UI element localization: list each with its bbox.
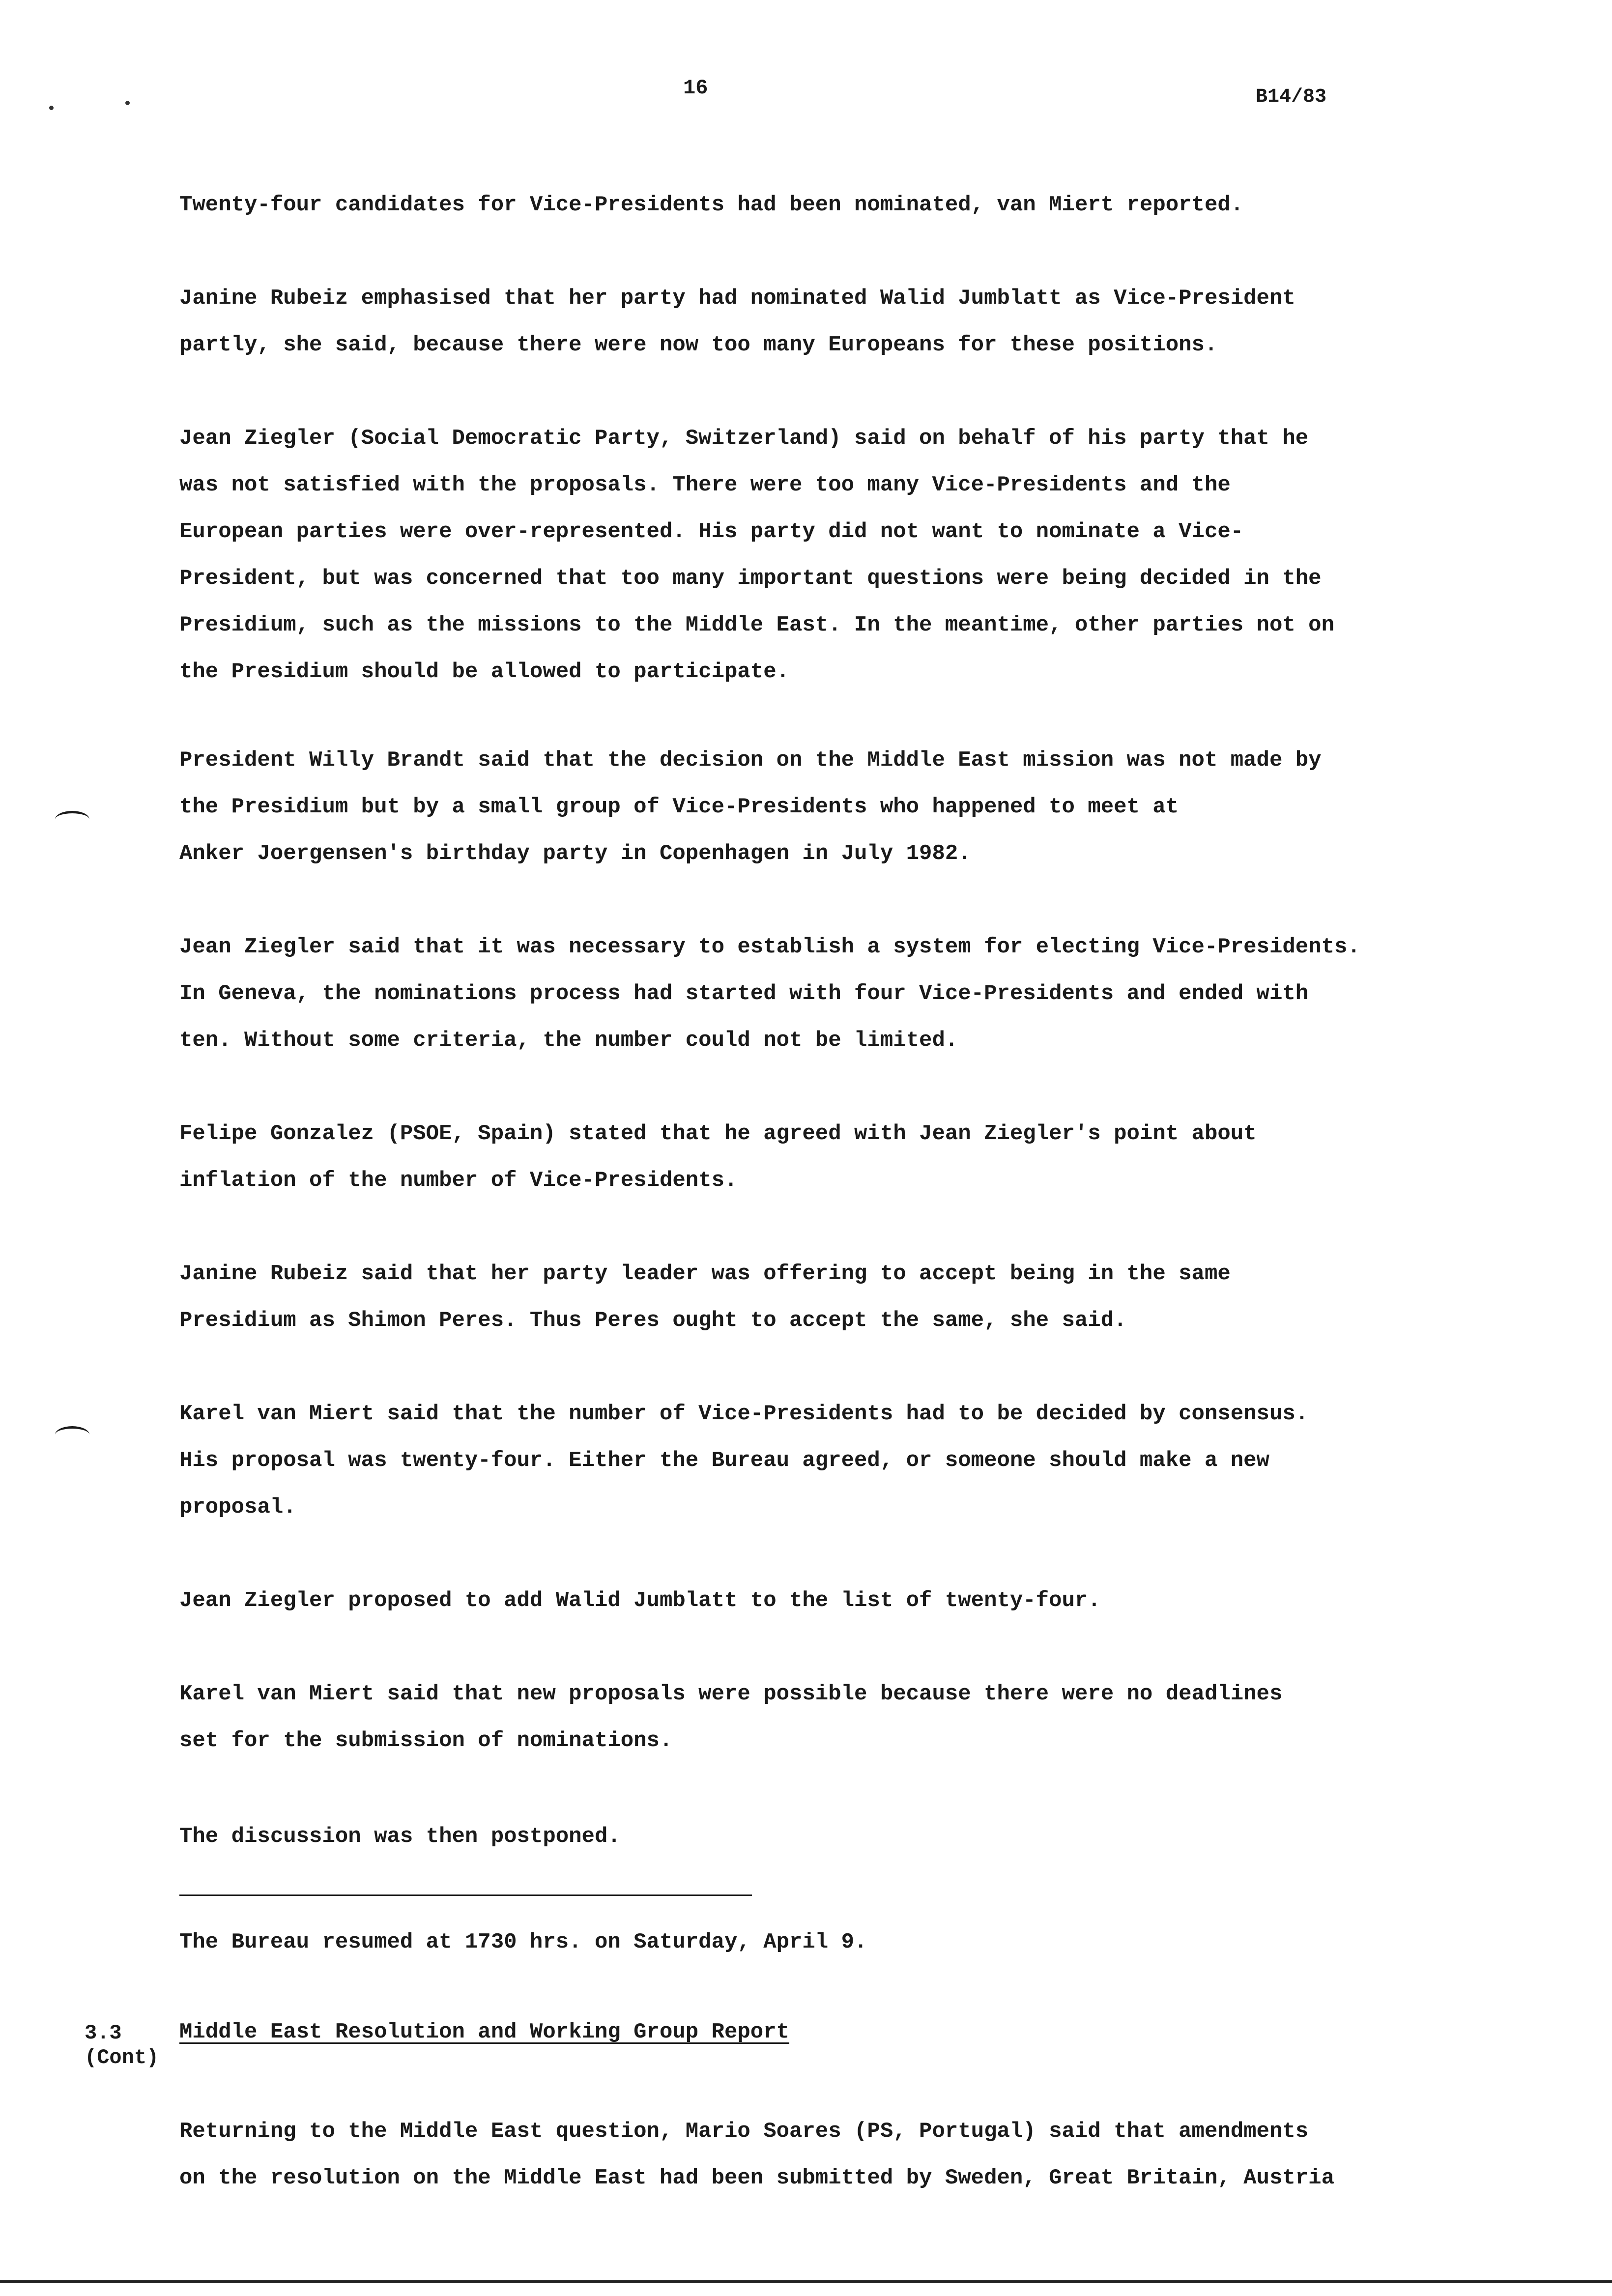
paragraph: [179, 2108, 1467, 2202]
paragraph-line: ten. Without some criteria, the number could not be limited.: [179, 1028, 958, 1053]
section-title: Middle East Resolution and Working Group Report: [179, 2020, 790, 2044]
paragraph: [179, 737, 1467, 877]
paragraph-line: the Presidium but by a small group of Vice-Presidents who happened to meet at: [179, 795, 1179, 819]
section-number: [85, 2021, 159, 2070]
paragraph-line: Anker Joergensen's birthday party in Copenhagen in July 1982.: [179, 841, 971, 866]
paragraph: [179, 1919, 1467, 1966]
paragraph-line: Karel van Miert said that new proposals were possible because there were no deadlines: [179, 1682, 1283, 1706]
paragraph-line: Karel van Miert said that the number of Vice-Presidents had to be decided by consensus.: [179, 1402, 1309, 1426]
paragraph-line: Felipe Gonzalez (PSOE, Spain) stated that he agreed with Jean Ziegler's point about: [179, 1121, 1257, 1146]
paragraph-line: The discussion was then postponed.: [179, 1824, 621, 1849]
paragraph-line: In Geneva, the nominations process had started with four Vice-Presidents and ended with: [179, 981, 1309, 1006]
margin-speck-1: [49, 106, 54, 110]
paragraph-line: President, but was concerned that too many important questions were being decided in the: [179, 566, 1322, 591]
margin-speck-2: [125, 101, 130, 105]
margin-bracket-mark-1: [55, 811, 89, 828]
paragraph-line: Presidium, such as the missions to the Middle East. In the meantime, other parties not on: [179, 613, 1334, 637]
paragraph-line: set for the submission of nominations.: [179, 1728, 673, 1753]
paragraph: [179, 1251, 1467, 1344]
page-number: 16: [683, 76, 708, 100]
paragraph-line: His proposal was twenty-four. Either the Bureau agreed, or someone should make a new: [179, 1448, 1269, 1473]
paragraph: [179, 924, 1467, 1064]
paragraph-line: the Presidium should be allowed to participate.: [179, 660, 790, 684]
paragraph: [179, 1578, 1467, 1624]
paragraph-line: Jean Ziegler proposed to add Walid Jumblatt to the list of twenty-four.: [179, 1588, 1101, 1613]
section-divider-rule: [179, 1894, 752, 1896]
paragraph-line: Jean Ziegler (Social Democratic Party, Switzerland) said on behalf of his party that he: [179, 426, 1309, 451]
paragraph: [179, 415, 1467, 695]
paragraph-line: President Willy Brandt said that the decision on the Middle East mission was not made by: [179, 748, 1322, 773]
bottom-edge-rule: [0, 2280, 1612, 2283]
paragraph: [179, 1391, 1467, 1531]
paragraph-line: proposal.: [179, 1495, 296, 1520]
paragraph-line: Twenty-four candidates for Vice-Presidents had been nominated, van Miert reported.: [179, 193, 1244, 217]
paragraph: [179, 1813, 1467, 1860]
paragraph-line: Janine Rubeiz emphasised that her party had nominated Walid Jumblatt as Vice-President: [179, 286, 1295, 311]
paragraph: [179, 1111, 1467, 1204]
paragraph-line: The Bureau resumed at 1730 hrs. on Saturday, April 9.: [179, 1930, 867, 1954]
paragraph-line: inflation of the number of Vice-Presidents.: [179, 1168, 738, 1193]
paragraph-line: Jean Ziegler said that it was necessary to establish a system for electing Vice-Presidents.: [179, 935, 1360, 959]
section-number-note: (Cont): [85, 2046, 159, 2069]
section-number-value: 3.3: [85, 2021, 122, 2045]
paragraph-line: Returning to the Middle East question, Mario Soares (PS, Portugal) said that amendments: [179, 2119, 1309, 2144]
paragraph: [179, 182, 1467, 229]
paragraph-line: European parties were over-represented. His party did not want to nominate a Vice-: [179, 519, 1244, 544]
paragraph: [179, 275, 1467, 369]
paragraph-line: Presidium as Shimon Peres. Thus Peres ought to accept the same, she said.: [179, 1308, 1127, 1333]
paragraph-line: Janine Rubeiz said that her party leader was offering to accept being in the same: [179, 1262, 1231, 1286]
document-reference: B14/83: [1256, 86, 1327, 108]
paragraph-line: on the resolution on the Middle East had been submitted by Sweden, Great Britain, Austria: [179, 2166, 1334, 2190]
paragraph: [179, 1671, 1467, 1764]
paragraph-line: partly, she said, because there were now too many Europeans for these positions.: [179, 333, 1218, 357]
paragraph-line: was not satisfied with the proposals. There were too many Vice-Presidents and the: [179, 473, 1231, 497]
margin-bracket-mark-2: [55, 1426, 89, 1443]
